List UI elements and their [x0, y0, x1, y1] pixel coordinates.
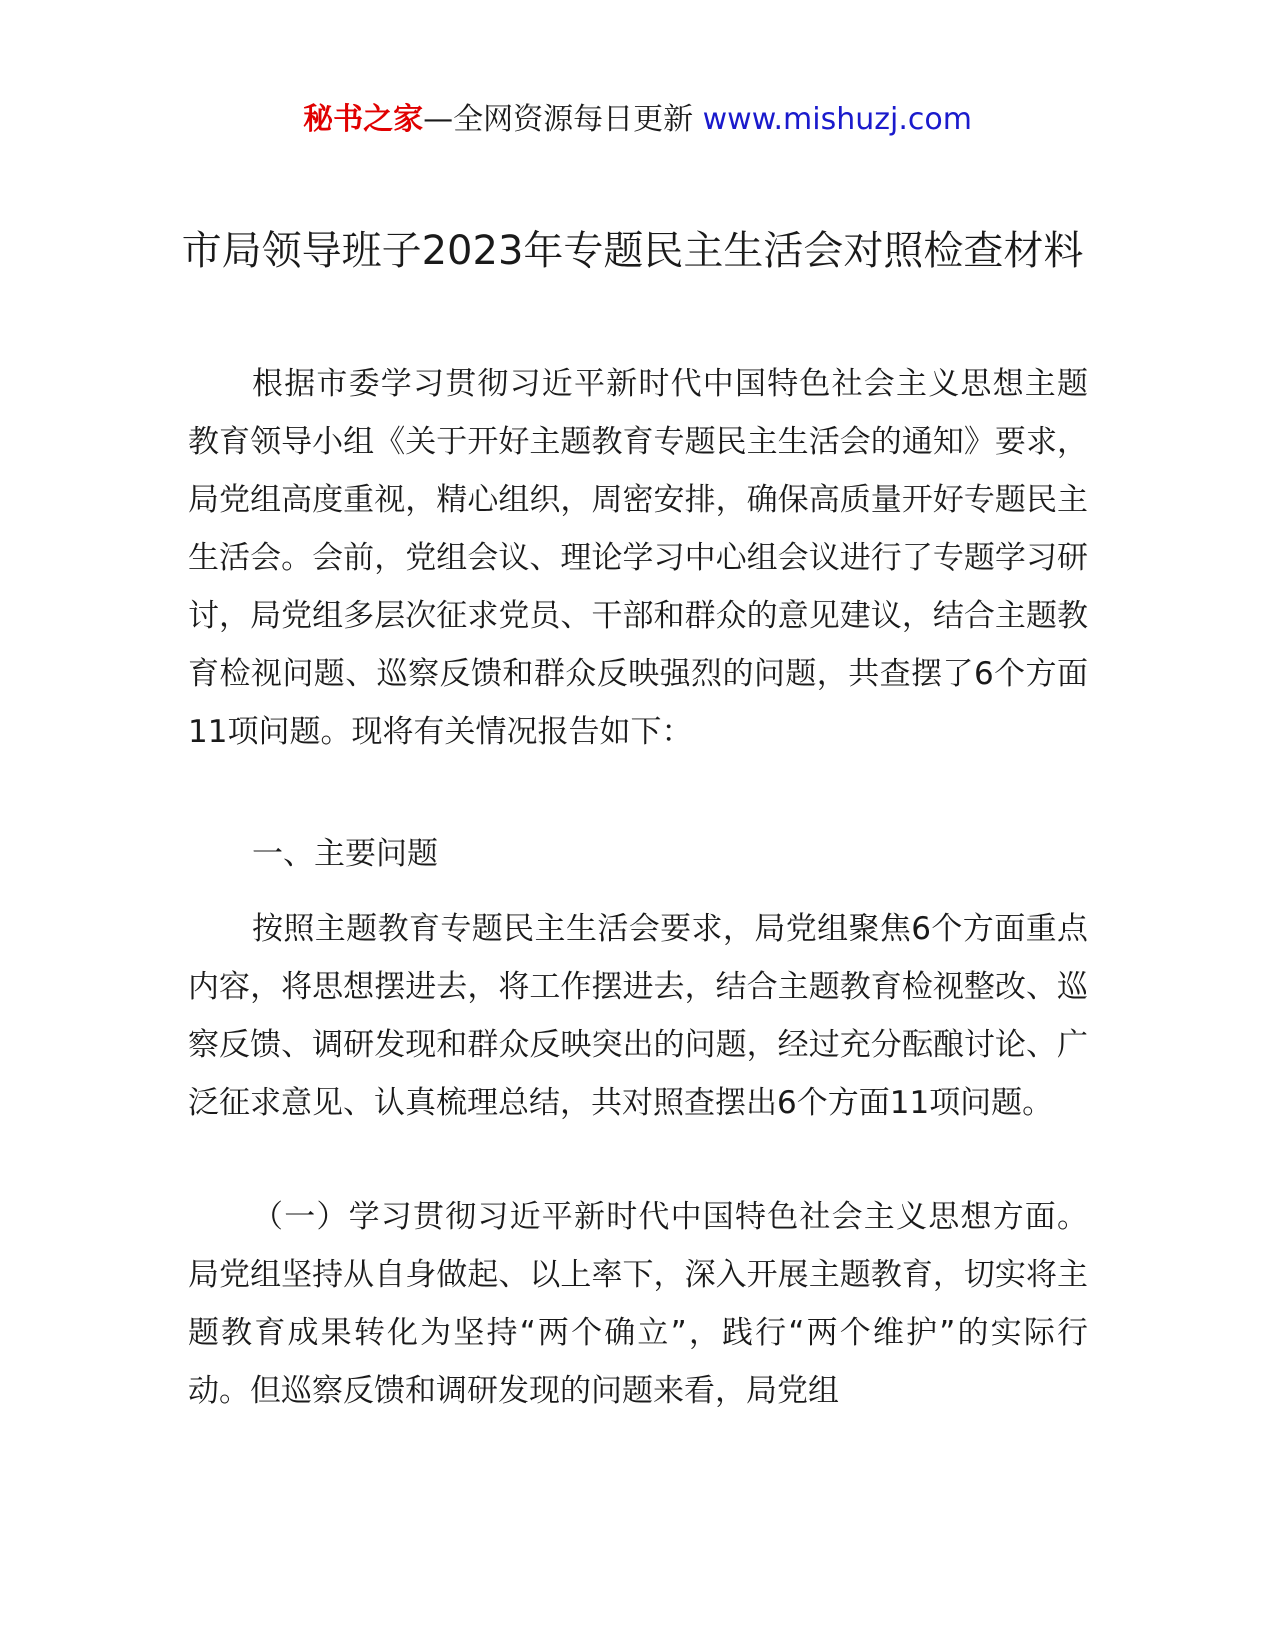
section-heading-block: [188, 825, 1088, 883]
document-title: 市局领导班子2023年专题民主生活会对照检查材料: [181, 228, 1084, 274]
site-tagline: —全网资源每日更新: [423, 102, 694, 137]
summary-paragraph-block: [188, 900, 1088, 1132]
site-url-link[interactable]: www.mishuzj.com: [702, 102, 972, 137]
subsection-paragraph-block: [188, 1188, 1088, 1420]
site-brand: 秘书之家: [303, 102, 424, 137]
section-heading: 一、主要问题: [252, 836, 438, 872]
summary-paragraph: 按照主题教育专题民主生活会要求，局党组聚焦6个方面重点内容，将思想摆进去，将工作摆进去，结合主题教育检视整改、巡察反馈、调研发现和群众反映突出的问题，经过充分酝酿讨论、广泛征求意见、认真梳理总结，共对照查摆出6个方面11项问题。: [188, 911, 1088, 1121]
intro-paragraph: 根据市委学习贯彻习近平新时代中国特色社会主义思想主题教育领导小组《关于开好主题教育专题民主生活会的通知》要求，局党组高度重视，精心组织，周密安排，确保高质量开好专题民主生活会。会前，党组会议、理论学习中心组会议进行了专题学习研讨，局党组多层次征求党员、干部和群众的意见建议，结合主题教育检视问题、巡察反馈和群众反映强烈的问题，共查摆了6个方面11项问题。现将有关情况报告如下：: [188, 366, 1088, 750]
subsection-paragraph: （一）学习贯彻习近平新时代中国特色社会主义思想方面。局党组坚持从自身做起、以上率下，深入开展主题教育，切实将主题教育成果转化为坚持“两个确立”，践行“两个维护”的实际行动。但巡察反馈和调研发现的问题来看，局党组: [188, 1199, 1088, 1409]
intro-paragraph-block: [188, 355, 1088, 761]
site-header: [0, 100, 1275, 140]
